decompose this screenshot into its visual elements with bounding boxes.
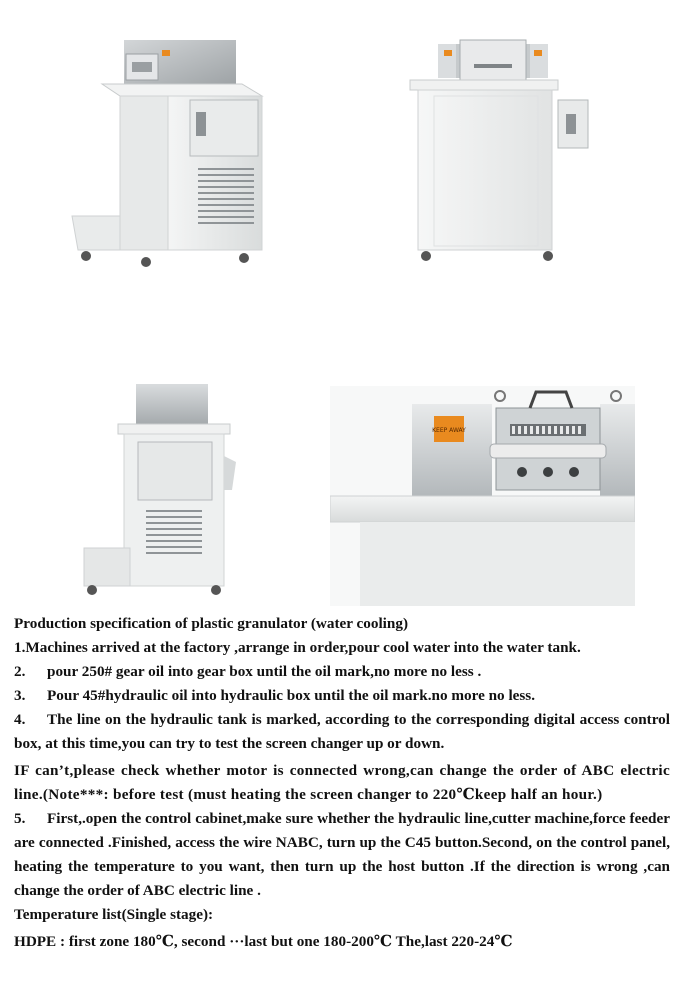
- if-note: IF can’t,please check whether motor is connected wrong,can change the order of ABC electric line.(Note***: before test (must heating the screen changer to 220℃keep half an hour.): [14, 762, 670, 803]
- step-text: pour 250# gear oil into gear box until the oil mark,no more no less .: [47, 663, 482, 680]
- step-number: 3.: [14, 687, 26, 704]
- step-3: [14, 684, 670, 708]
- doc-title: Production specification of plastic granulator (water cooling): [14, 615, 408, 632]
- step-text: First,.open the control cabinet,make sure whether the hydraulic line,cutter machine,force feeder are connected .Finished, access the wire NABC, turn up the C45 button.Second, on the control panel, heating the temperature to you want, then turn up the host button .If the direction is wrong ,can change the order of ABC electric line .: [14, 810, 670, 899]
- hdpe-temperature-line: HDPE : first zone 180℃, second ···last but one 180-200℃ The,last 220-24℃: [14, 933, 513, 950]
- step-number: 4.: [14, 711, 26, 728]
- step-text: The line on the hydraulic tank is marked, according to the corresponding digital access control box, at this time,you can try to test the screen changer up or down.: [14, 711, 670, 752]
- warning-label: KEEP AWAY: [432, 427, 466, 434]
- machine-photo-angle: [66, 34, 296, 270]
- machine-photo-rear: [80, 380, 240, 600]
- step-2: [14, 660, 670, 684]
- step-5: [14, 807, 670, 903]
- step-number: 5.: [14, 810, 26, 827]
- step-4: [14, 708, 670, 756]
- step-number: 2.: [14, 663, 26, 680]
- step-1: 1.Machines arrived at the factory ,arrange in order,pour cool water into the water tank.: [14, 639, 581, 656]
- machine-photo-side: [408, 34, 598, 266]
- production-spec-text: [14, 612, 670, 954]
- temperature-heading: Temperature list(Single stage):: [14, 906, 214, 923]
- step-text: Pour 45#hydraulic oil into hydraulic box until the oil mark.no more no less.: [47, 687, 536, 704]
- cutter-closeup-photo: [330, 386, 635, 606]
